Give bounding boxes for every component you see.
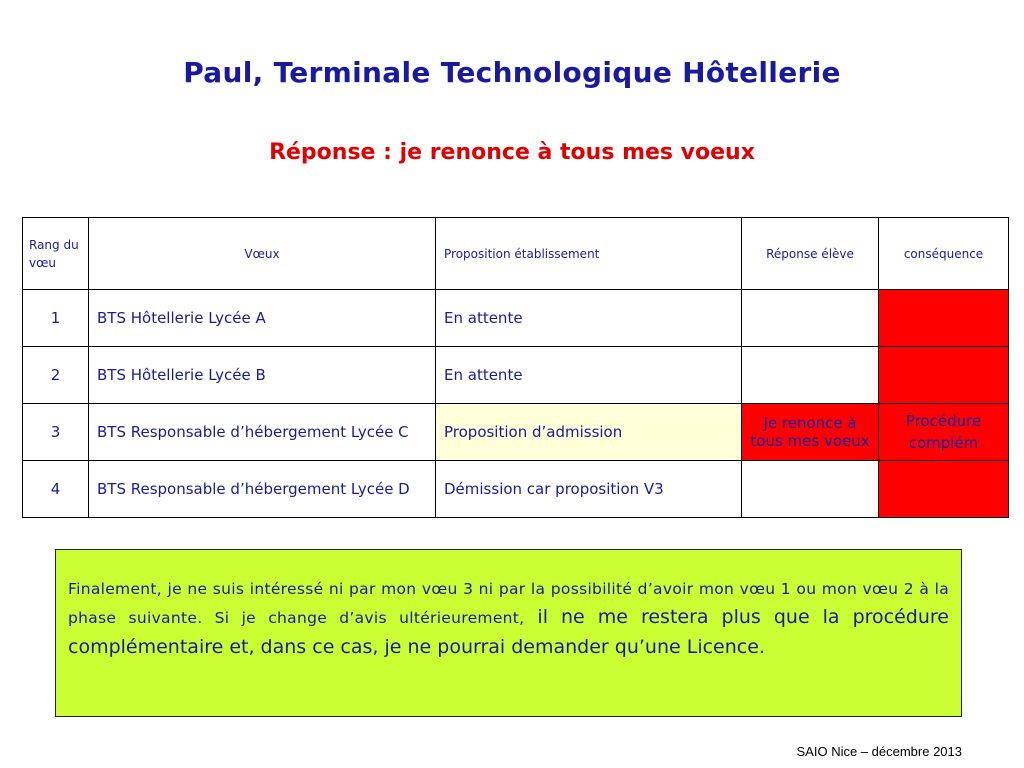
row-proposition: En attente [436, 347, 742, 404]
row-reponse [742, 290, 879, 347]
row-consequence: Procédure complém [879, 404, 1009, 461]
row-proposition: Proposition d’admission [436, 404, 742, 461]
row-reponse: Je renonce à tous mes voeux [742, 404, 879, 461]
slide-title: Paul, Terminale Technologique Hôtellerie [183, 56, 841, 89]
header-voeux: Vœux [89, 218, 436, 290]
table-row [23, 347, 1009, 404]
row-reponse [742, 461, 879, 518]
row-voeu: BTS Hôtellerie Lycée A [89, 290, 436, 347]
row-proposition: En attente [436, 290, 742, 347]
row-consequence [879, 347, 1009, 404]
slide-subtitle: Réponse : je renonce à tous mes voeux [269, 140, 755, 165]
table-header-row [23, 218, 1009, 290]
row-rank: 3 [23, 404, 89, 461]
table-row [23, 290, 1009, 347]
row-reponse [742, 347, 879, 404]
row-proposition: Démission car proposition V3 [436, 461, 742, 518]
row-rank: 4 [23, 461, 89, 518]
voeux-table [22, 217, 1009, 518]
note-text-part2: il ne me restera plus que la procédure complémentaire et, dans ce cas, je ne pourrai demander qu’une Licence. [68, 606, 949, 658]
table-row [23, 461, 1009, 518]
row-rank: 1 [23, 290, 89, 347]
row-voeu: BTS Hôtellerie Lycée B [89, 347, 436, 404]
row-rank: 2 [23, 347, 89, 404]
header-reponse: Réponse élève [742, 218, 879, 290]
row-voeu: BTS Responsable d’hébergement Lycée C [89, 404, 436, 461]
header-consequence: conséquence [879, 218, 1009, 290]
table-row [23, 404, 1009, 461]
row-voeu: BTS Responsable d’hébergement Lycée D [89, 461, 436, 518]
header-proposition: Proposition établissement [436, 218, 742, 290]
row-consequence [879, 290, 1009, 347]
conclusion-note [55, 549, 962, 717]
note-text-part1: Finalement, je ne suis intéressé ni par mon vœu 3 ni par la possibilité d’avoir mon vœu 1 ou mon vœu 2 à la phase suivante. Si je change d’avis ultérieurement, [68, 580, 949, 627]
header-rank: Rang du vœu [23, 218, 89, 290]
footer-credit: SAIO Nice – décembre 2013 [796, 744, 962, 759]
row-consequence [879, 461, 1009, 518]
